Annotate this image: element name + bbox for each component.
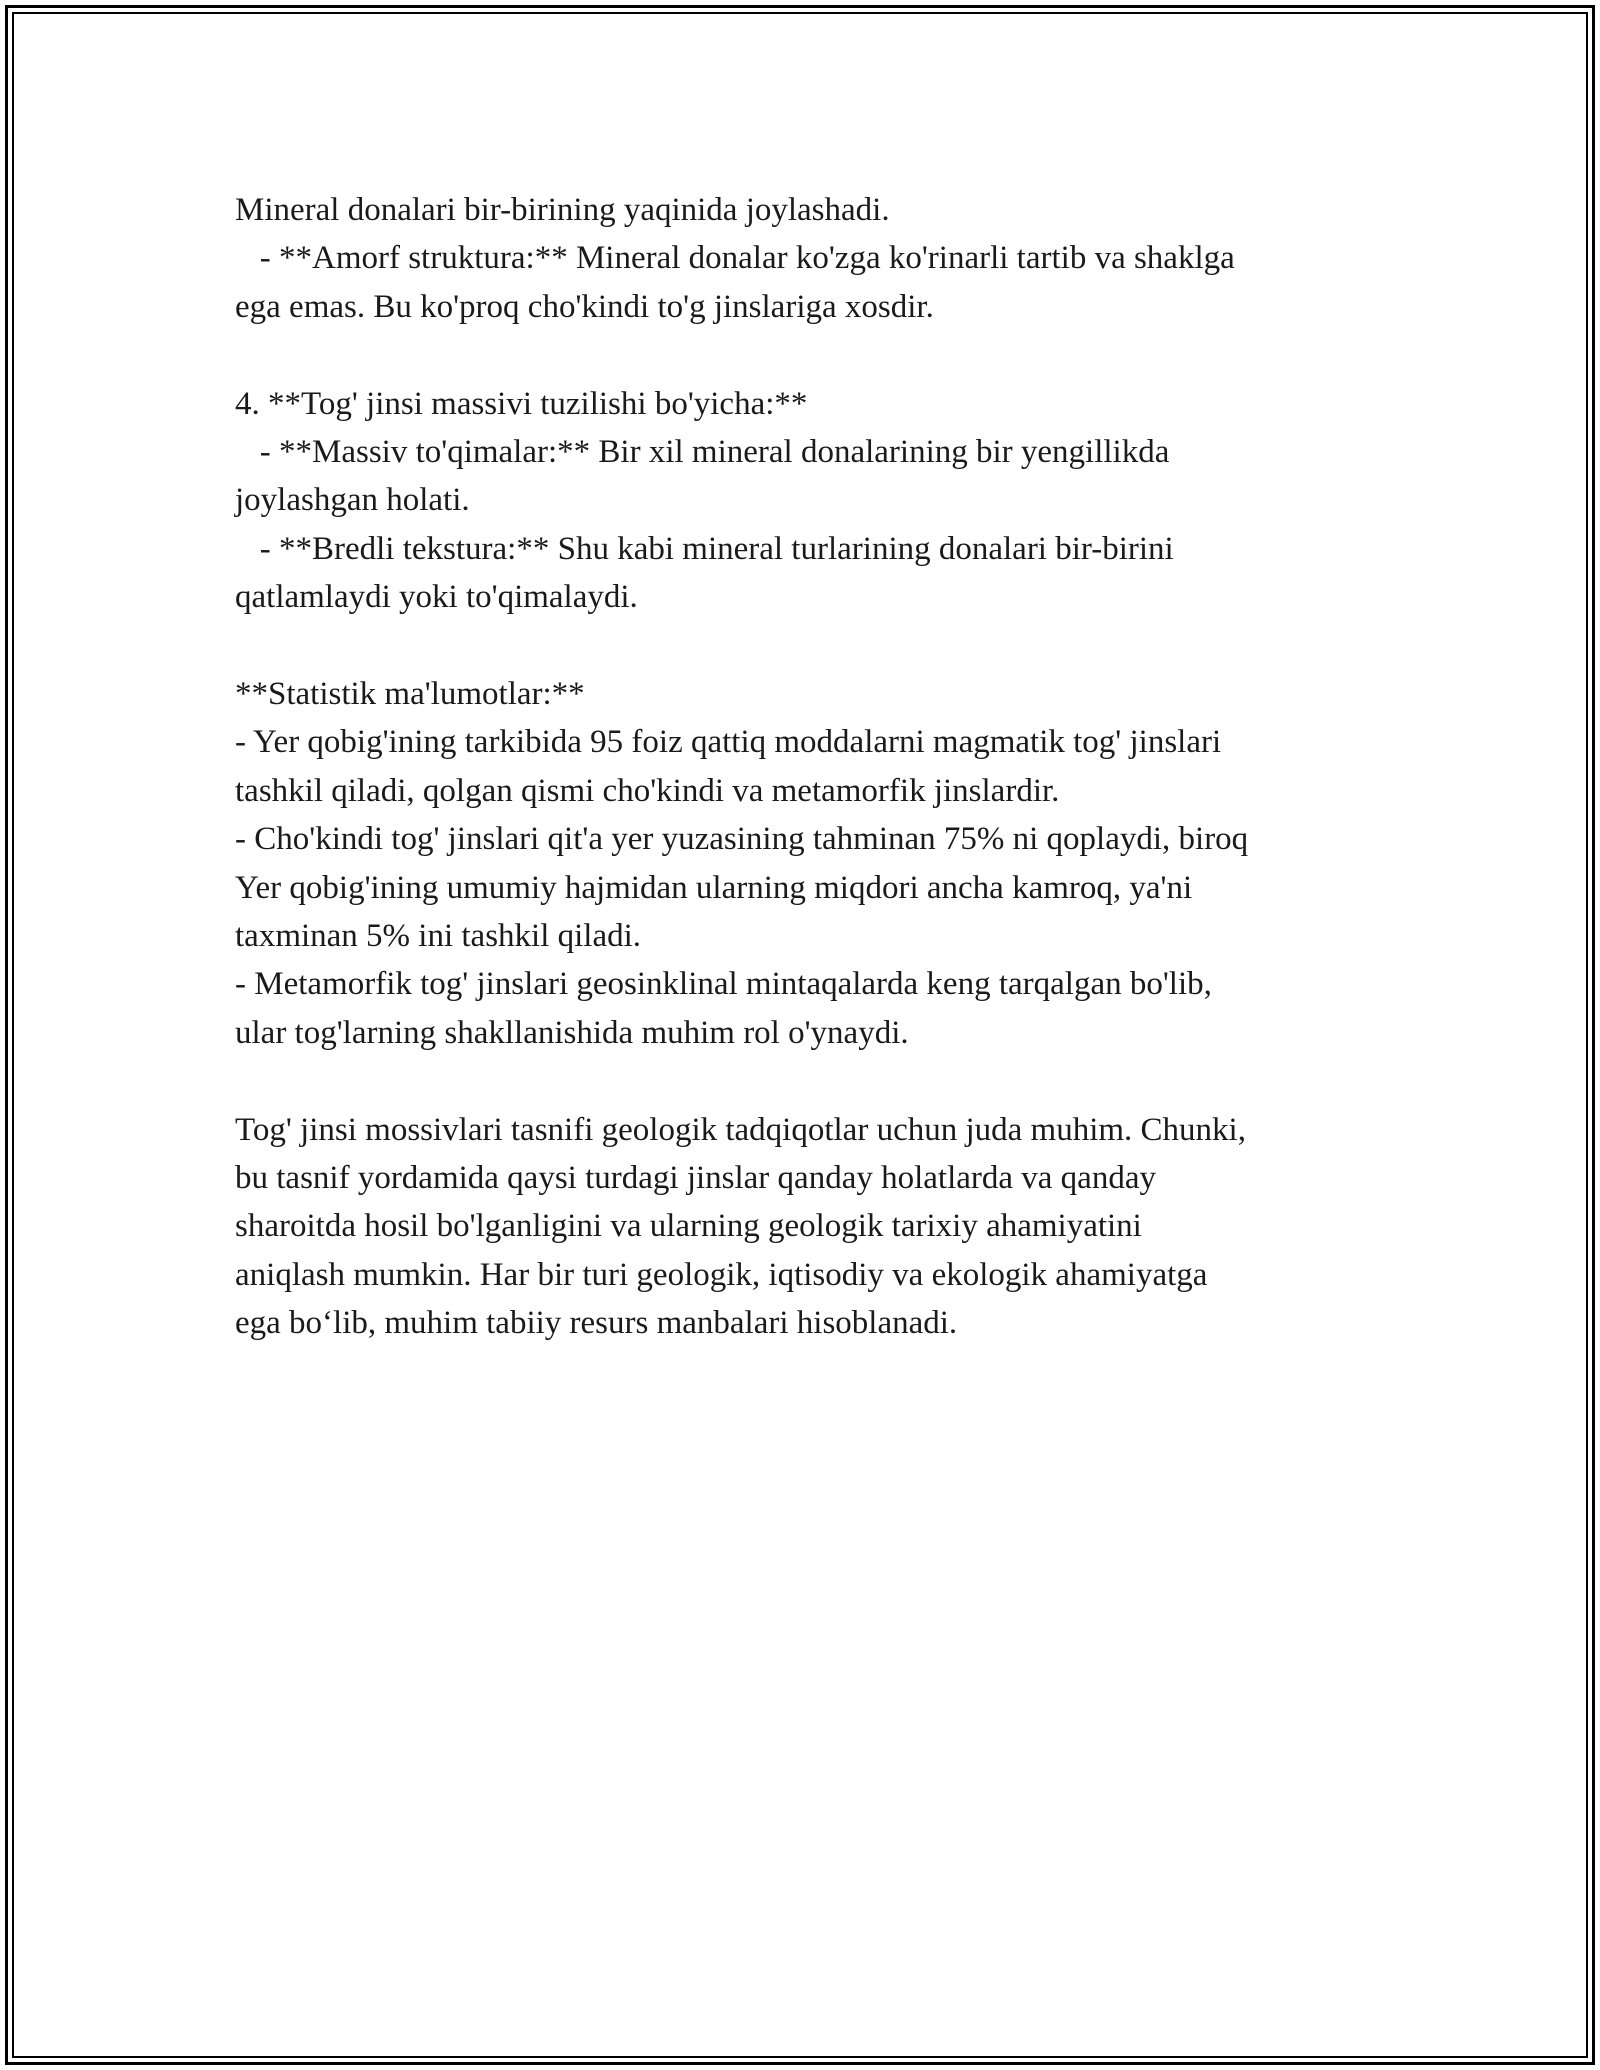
text-line: **Statistik ma'lumotlar:** xyxy=(235,676,585,713)
text-line: qatlamlaydi yoki to'qimalaydi. xyxy=(235,579,638,616)
text-line: 4. **Tog' jinsi massivi tuzilishi bo'yicha:** xyxy=(235,385,808,422)
text-line: Tog' jinsi mossivlari tasnifi geologik tadqiqotlar uchun juda muhim. Chunki, xyxy=(235,1111,1246,1148)
text-line: ega emas. Bu ko'proq cho'kindi to'g jinslariga xosdir. xyxy=(235,288,934,325)
paragraph-gap xyxy=(235,1057,1375,1105)
text-line: Mineral donalari bir-birining yaqinida joylashadi. xyxy=(235,192,890,228)
text-line: - **Amorf struktura:** Mineral donalar ko'zga ko'rinarli tartib va shaklga xyxy=(235,240,1235,277)
document-body xyxy=(235,186,1375,1348)
text-line: ega bo‘lib, muhim tabiiy resurs manbalari hisoblanadi. xyxy=(235,1305,958,1342)
text-line: ular tog'larning shakllanishida muhim rol o'ynaydi. xyxy=(235,1014,909,1051)
text-line: bu tasnif yordamida qaysi turdagi jinslar qanday holatlarda va qanday xyxy=(235,1160,1156,1197)
text-line: - Cho'kindi tog' jinslari qit'a yer yuzasining tahminan 75% ni qoplaydi, biroq xyxy=(235,821,1249,858)
text-line: sharoitda hosil bo'lganligini va ularning geologik tarixiy ahamiyatini xyxy=(235,1208,1142,1245)
text-line: Yer qobig'ining umumiy hajmidan ularning miqdori ancha kamroq, ya'ni xyxy=(235,869,1193,906)
text-line: - Metamorfik tog' jinslari geosinklinal mintaqalarda keng tarqalgan bo'lib, xyxy=(235,966,1212,1003)
text-line: - **Massiv to'qimalar:** Bir xil mineral donalarining bir yengillikda xyxy=(235,434,1170,471)
text-line: taxminan 5% ini tashkil qiladi. xyxy=(235,918,642,955)
text-line: - **Bredli tekstura:** Shu kabi mineral turlarining donalari bir-birini xyxy=(235,530,1174,567)
text-line: - Yer qobig'ining tarkibida 95 foiz qattiq moddalarni magmatik tog' jinslari xyxy=(235,724,1222,761)
paragraph-gap xyxy=(235,331,1375,379)
paragraph-gap xyxy=(235,622,1375,670)
text-line: aniqlash mumkin. Har bir turi geologik, iqtisodiy va ekologik ahamiyatga xyxy=(235,1256,1208,1293)
text-line: joylashgan holati. xyxy=(235,482,470,519)
text-line: tashkil qiladi, qolgan qismi cho'kindi va metamorfik jinslardir. xyxy=(235,772,1060,809)
